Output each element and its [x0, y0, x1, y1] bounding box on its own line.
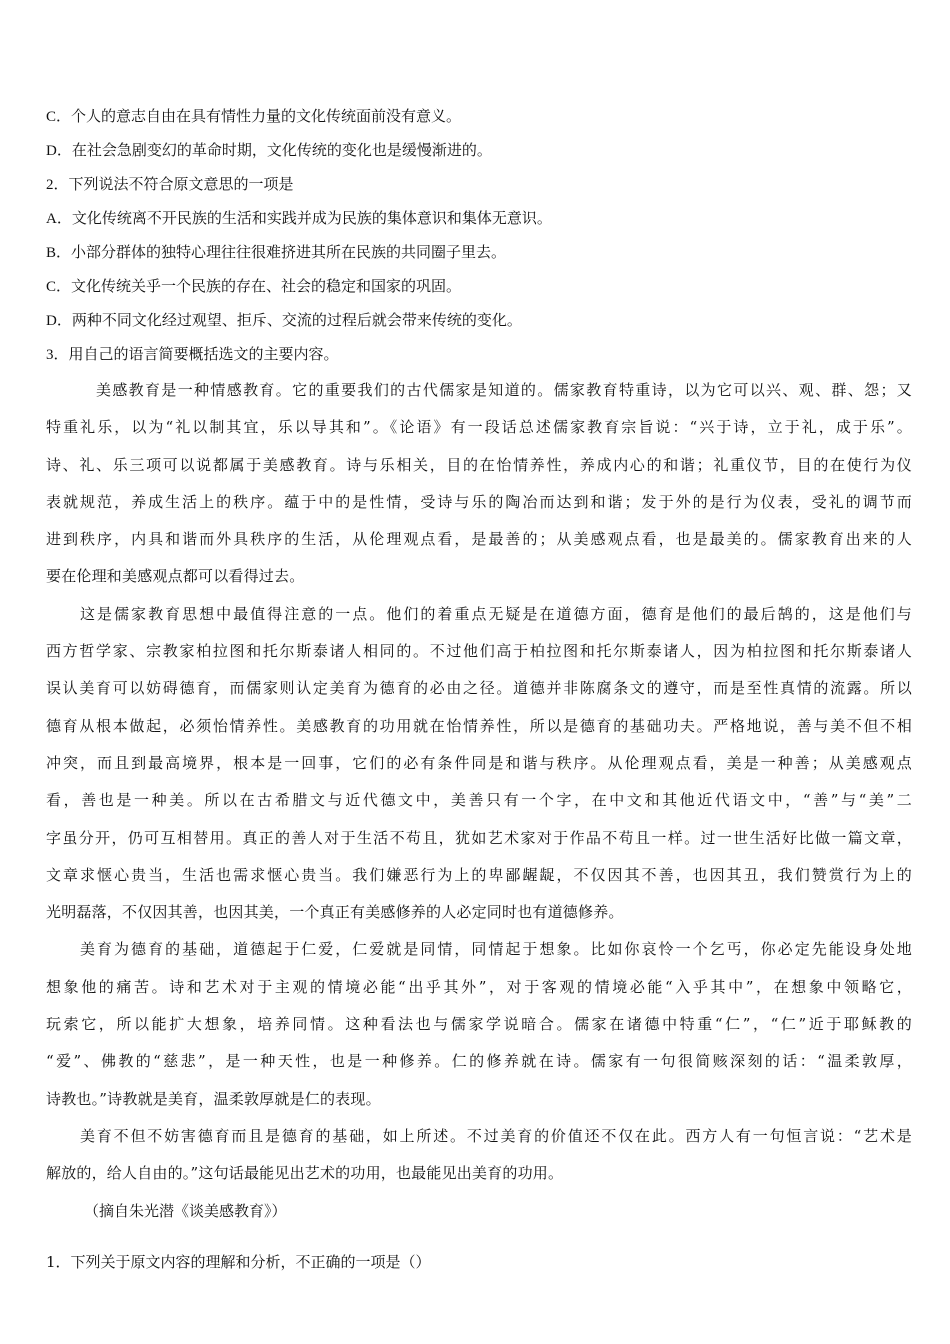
document-page [46, 100, 912, 1294]
passage-line: 特重礼乐，以为“礼以制其宜，乐以导其和”。《论语》有一段话总述儒家教育宗旨说：“兴于诗，立于礼，成于乐”。 [46, 418, 912, 437]
passage-line: “爱”、佛教的“慈悲”，是一种天性，也是一种修养。仁的修养就在诗。儒家有一句很简赅深刻的话：“温柔敦厚， [46, 1052, 912, 1071]
passage-line: 这是儒家教育思想中最值得注意的一点。他们的着重点无疑是在道德方面，德育是他们的最后鹄的，这是他们与 [80, 604, 912, 623]
q1-option-d: D．在社会急剧变幻的革命时期，文化传统的变化也是缓慢渐进的。 [46, 143, 492, 159]
passage-line: 要在伦理和美感观点都可以看得过去。 [46, 567, 305, 586]
top-questions [46, 100, 912, 372]
passage-line: 诗教也。”诗教就是美育，温柔敦厚就是仁的表现。 [46, 1089, 381, 1108]
q1-option-c: C．个人的意志自由在具有情性力量的文化传统面前没有意义。 [46, 109, 462, 125]
q2-option-b: B．小部分群体的独特心理往往很难挤进其所在民族的共同圈子里去。 [46, 245, 507, 261]
passage-line: 美育为德育的基础，道德起于仁爱，仁爱就是同情，同情起于想象。比如你哀怜一个乞丐，你必定先能设身处地 [80, 940, 912, 959]
passage-line: 德育从根本做起，必须怡情养性。美感教育的功用就在怡情养性，所以是德育的基础功夫。严格地说，善与美不但不相 [46, 716, 912, 735]
passage-line: 光明磊落，不仅因其善，也因其美，一个真正有美感修养的人必定同时也有道德修养。 [46, 903, 624, 922]
passage-line: 美感教育是一种情感教育。它的重要我们的古代儒家是知道的。儒家教育特重诗，以为它可以兴、观、群、怨；又 [96, 381, 912, 399]
passage-line: 诗、礼、乐三项可以说都属于美感教育。诗与乐相关，目的在怡情养性，养成内心的和谐；礼重仪节，目的在使行为仪 [46, 455, 912, 474]
passage-line: 想象他的痛苦。诗和艺术对于主观的情境必能“出乎其外”，对于客观的情境必能“入乎其中”，在想象中领略它， [46, 977, 912, 996]
passage-paragraph-3 [46, 931, 912, 1117]
passage-line: 美育不但不妨害德育而且是德育的基础，如上所述。不过美育的价值还不仅在此。西方人有一句恒言说：“艺术是 [80, 1126, 912, 1145]
passage-line: 西方哲学家、宗教家柏拉图和托尔斯泰诸人相同的。不过他们高于柏拉图和托尔斯泰诸人，因为柏拉图和托尔斯泰诸人 [46, 642, 912, 661]
passage-line: 解放的，给人自由的。”这句话最能见出艺术的功用，也最能见出美育的功用。 [46, 1164, 564, 1183]
passage-source: （摘自朱光潜《谈美感教育》） [84, 1201, 287, 1220]
passage-paragraph-4 [46, 1118, 912, 1193]
passage-line: 字虽分开，仍可互相替用。真正的善人对于生活不苟且，犹如艺术家对于作品不苟且一样。过一世生活好比做一篇文章， [46, 828, 912, 847]
q2-option-d: D．两种不同文化经过观望、拒斥、交流的过程后就会带来传统的变化。 [46, 313, 522, 329]
passage-paragraph-1 [46, 372, 912, 596]
passage-line: 冲突，而且到最高境界，根本是一回事，它们的必有条件同是和谐与秩序。从伦理观点看，美是一种善；从美感观点 [46, 753, 912, 772]
q2-option-c: C．文化传统关乎一个民族的存在、社会的稳定和国家的巩固。 [46, 279, 462, 295]
bottom-question-stem: 1．下列关于原文内容的理解和分析，不正确的一项是（） [46, 1252, 431, 1271]
passage-line: 看，善也是一种美。所以在古希腊文与近代德文中，美善只有一个字，在中文和其他近代语文中，“善”与“美”二 [46, 791, 912, 810]
q3-stem: 3．用自己的语言简要概括选文的主要内容。 [46, 347, 339, 363]
passage-line: 文章求惬心贵当，生活也需求惬心贵当。我们嫌恶行为上的卑鄙龌龊，不仅因其不善，也因其丑，我们赞赏行为上的 [46, 865, 912, 884]
passage-line: 进到秩序，内具和谐而外具秩序的生活，从伦理观点看，是最善的；从美感观点看，也是最美的。儒家教育出来的人 [46, 530, 912, 549]
q2-stem: 2．下列说法不符合原文意思的一项是 [46, 177, 294, 193]
passage-line: 玩索它，所以能扩大想象，培养同情。这种看法也与儒家学说暗合。儒家在诸德中特重“仁”，“仁”近于耶稣教的 [46, 1015, 912, 1034]
passage-line: 表就规范，养成生活上的秩序。蕴于中的是性情，受诗与乐的陶冶而达到和谐；发于外的是行为仪表，受礼的调节而 [46, 492, 912, 511]
passage-line: 误认美育可以妨碍德育，而儒家则认定美育为德育的必由之径。道德并非陈腐条文的遵守，而是至性真情的流露。所以 [46, 679, 912, 698]
q2-option-a: A．文化传统离不开民族的生活和实践并成为民族的集体意识和集体无意识。 [46, 211, 552, 227]
passage-paragraph-2 [46, 596, 912, 932]
reading-passage [46, 372, 912, 1230]
